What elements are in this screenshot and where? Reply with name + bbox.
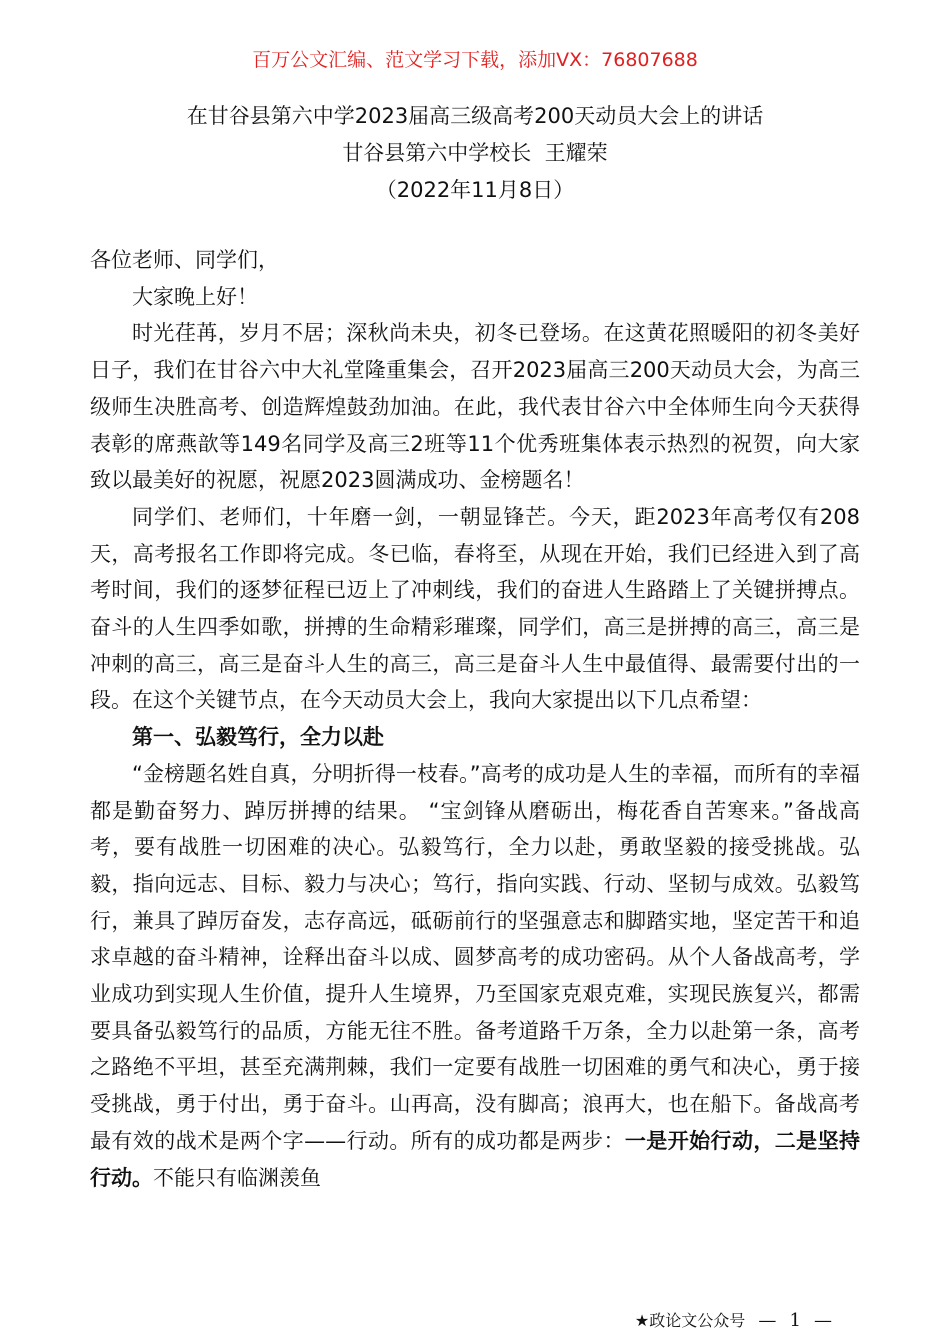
promo-banner: 百万公文汇编、范文学习下载，添加VX：76807688	[252, 49, 698, 71]
paragraph-3-start: “金榜题名姓自真，分明折得一枝春。”高考的成功是人生的幸福，而所有的幸福都是勤奋努力、踔厉拼搏的结果。 “宝剑锋从磨砺出，梅花香自苦寒来。”备战高考，要有战胜一切困难的决心。弘毅笃行，全力以赴，勇敢坚毅的接受挑战。弘毅，指向远志、目标、毅力与决心；笃行，指向实践、行动、坚韧与成效。弘毅笃行，兼具了踔厉奋发，志存高远，砥砺前行的坚强意志和脚踏实地，坚定苦干和追求卓越的奋斗精神，诠释出奋斗以成、圆梦高考的成功密码。从个人备战高考，学业成功到实现人生价值，提升人生境界，乃至国家克艰克难，实现民族复兴，都需要具备弘毅笃行的品质，方能无往不胜。备考道路千万条，全力以赴第一条，高考之路绝不平坦，甚至充满荆棘，我们一定要有战胜一切困难的勇气和决心，勇于接受挑战，勇于付出，勇于奋斗。山再高，没有脚高；浪再大，也在船下。备战高考最有效的战术是两个字——行动。所有的成功都是两步：	[90, 761, 860, 1153]
paragraph-2: 同学们、老师们，十年磨一剑，一朝显锋芒。今天，距2023年高考仅有208天，高考报名工作即将完成。冬已临，春将至，从现在开始，我们已经进入到了高考时间，我们的逐梦征程已迈上了冲刺线，我们的奋进人生路踏上了关键拼搏点。奋斗的人生四季如歌，拼搏的生命精彩璀璨，同学们，高三是拼搏的高三，高三是冲刺的高三，高三是奋斗人生的高三，高三是奋斗人生中最值得、最需要付出的一段。在这个关键节点，在今天动员大会上，我向大家提出以下几点希望：	[90, 504, 860, 713]
footer-source: ★政论文公众号	[634, 1311, 746, 1330]
page-number: 1	[789, 1310, 801, 1331]
salutation: 各位老师、同学们，	[90, 248, 279, 272]
title-block	[0, 98, 950, 209]
paragraph-3-bold: 一是开始行动，二是坚持行动。	[90, 1128, 861, 1190]
paragraph-1: 时光荏苒，岁月不居；深秋尚未央，初冬已登场。在这黄花照暖阳的初冬美好日子，我们在甘谷六中大礼堂隆重集会，召开2023届高三200天动员大会，为高三级师生决胜高考、创造辉煌鼓劲加油。在此，我代表甘谷六中全体师生向今天获得表彰的席燕歆等149名同学及高三2班等11个优秀班集体表示热烈的祝贺，向大家致以最美好的祝愿，祝愿2023圆满成功、金榜题名！	[90, 321, 860, 493]
page-footer	[635, 1309, 832, 1333]
speech-date: （2022年11月8日）	[375, 178, 575, 202]
paragraph-3-end: 不能只有临渊羡鱼	[153, 1165, 321, 1190]
footer-dash-right: —	[814, 1310, 832, 1331]
speech-title: 在甘谷县第六中学2023届高三级高考200天动员大会上的讲话	[186, 104, 764, 128]
greeting: 大家晚上好！	[132, 284, 258, 309]
speaker-line: 甘谷县第六中学校长 王耀荣	[342, 141, 608, 165]
paragraph-3	[90, 756, 860, 1196]
speech-body	[90, 242, 860, 1196]
section-heading-1: 第一、弘毅笃行，全力以赴	[132, 725, 384, 750]
footer-dash-left: —	[758, 1310, 777, 1331]
